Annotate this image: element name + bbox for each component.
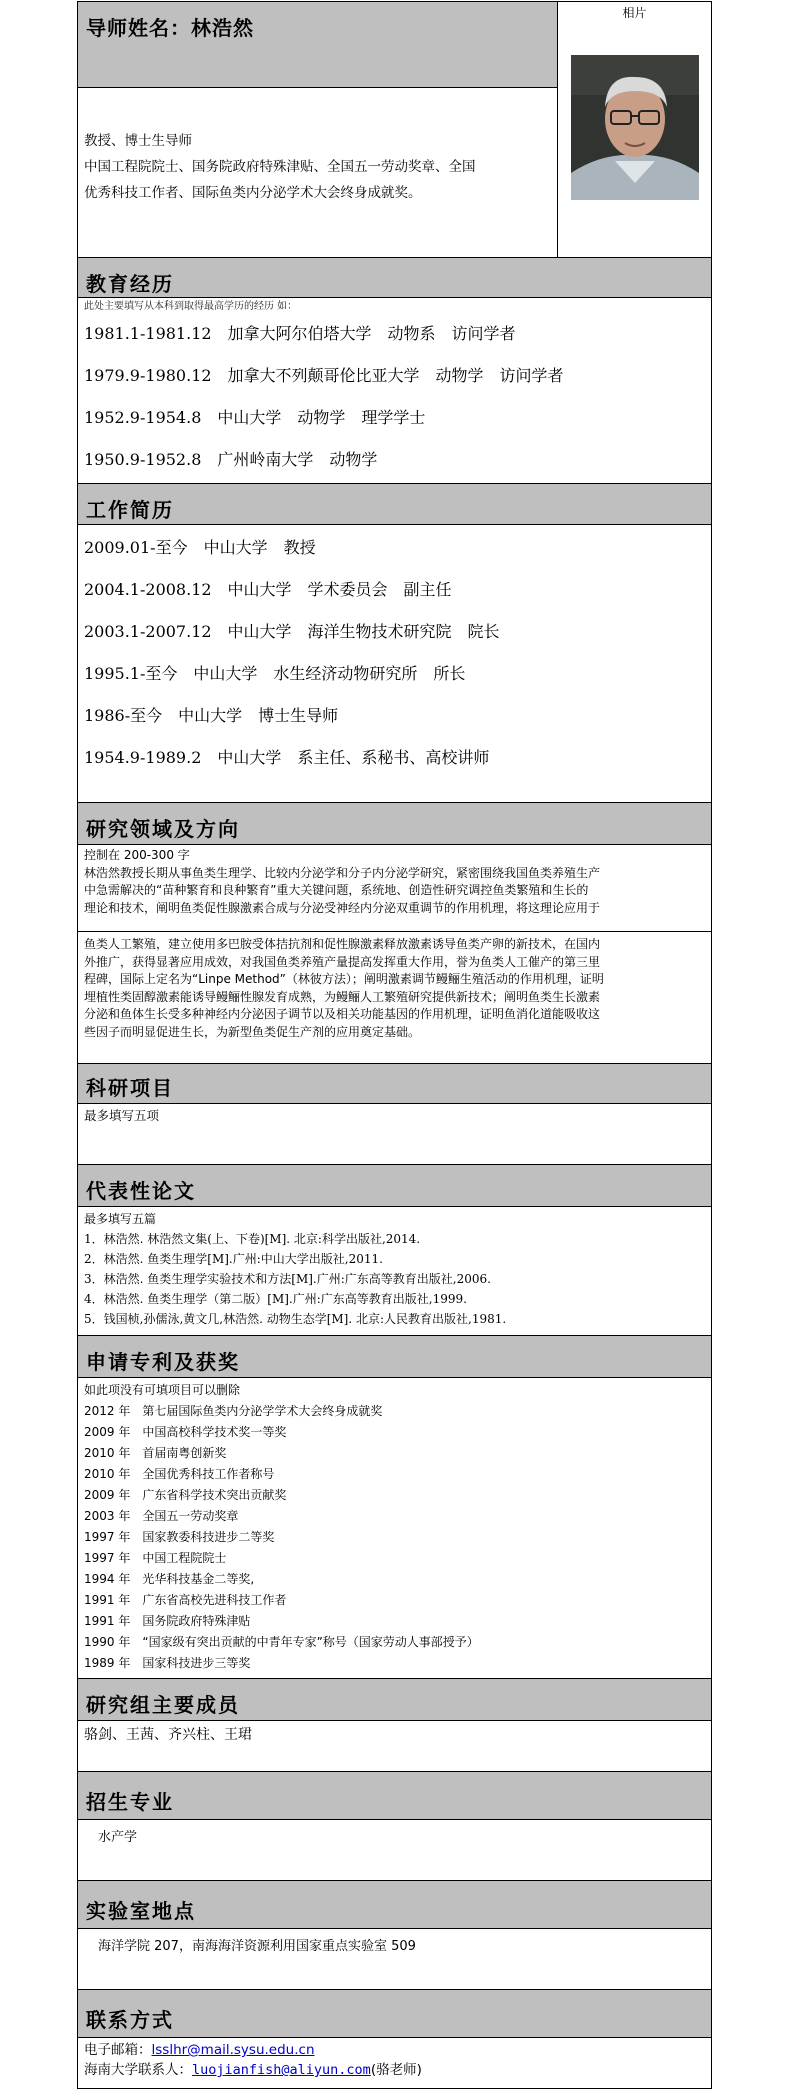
intro-honors-line-2: 优秀科技工作者、国际鱼类内分泌学术大会终身成就奖。 <box>84 185 422 201</box>
contact-email-line <box>84 2040 705 2060</box>
education-note: 此处主要填写从本科到取得最高学历的经历 如： <box>84 301 298 312</box>
education-item: 1950.9-1952.8 广州岭南大学 动物学 <box>84 450 378 469</box>
awards-heading: 申请专利及获奖 <box>78 1336 712 1378</box>
papers-note: 最多填写五篇 <box>84 1212 157 1226</box>
research-line: 控制在 200-300 字 <box>84 848 190 862</box>
award-item: 1989 年 国家科技进步三等奖 <box>84 1656 251 1670</box>
award-item: 1991 年 国务院政府特殊津贴 <box>84 1614 251 1628</box>
paper-item: 3．林浩然. 鱼类生理学实验技术和方法[M].广州:广东高等教育出版社,2006. <box>84 1272 491 1286</box>
lab-text: 海洋学院 207，南海海洋资源利用国家重点实验室 509 <box>98 1939 416 1954</box>
research-line: 埋植性类固醇激素能诱导鳗鲡性腺发育成熟，为鳗鲡人工繁殖研究提供新技术；阐明鱼类生长激素 <box>84 989 601 1004</box>
research-line: 些因子而明显促进生长，为新型鱼类促生产剂的应用奠定基础。 <box>84 1024 421 1039</box>
research-heading: 研究领域及方向 <box>78 803 712 845</box>
photo-cell <box>558 2 712 258</box>
education-item: 1952.9-1954.8 中山大学 动物学 理学学士 <box>84 408 426 427</box>
projects-heading: 科研项目 <box>78 1064 712 1104</box>
award-item: 2010 年 首届南粤创新奖 <box>84 1446 227 1460</box>
portrait-photo <box>571 55 699 200</box>
intro-cell <box>78 88 558 258</box>
work-heading: 工作简历 <box>78 484 712 525</box>
award-item: 2009 年 广东省科学技术突出贡献奖 <box>84 1488 287 1502</box>
members-heading: 研究组主要成员 <box>78 1679 712 1721</box>
contact-hainan-line <box>84 2060 705 2080</box>
email-label: 电子邮箱： <box>84 2042 152 2058</box>
award-item: 1994 年 光华科技基金二等奖, <box>84 1572 255 1586</box>
research-line: 程碑，国际上定名为“Linpe Method”（林彼方法）；阐明激素调节鳗鲡生殖活动的作用机理，证明 <box>84 972 604 986</box>
cv-table <box>77 1 712 2089</box>
major-section <box>78 1820 712 1881</box>
advisor-name-title: 导师姓名：林浩然 <box>78 2 558 88</box>
work-section <box>78 525 712 803</box>
work-item: 1995.1-至今 中山大学 水生经济动物研究所 所长 <box>84 664 466 683</box>
award-item: 2009 年 中国高校科学技术奖一等奖 <box>84 1425 287 1439</box>
paper-item: 4．林浩然. 鱼类生理学（第二版）[M].广州:广东高等教育出版社,1999. <box>84 1292 467 1306</box>
cv-document <box>77 1 711 2089</box>
work-item: 2003.1-2007.12 中山大学 海洋生物技术研究院 院长 <box>84 622 500 641</box>
awards-section <box>78 1378 712 1679</box>
major-text: 水产学 <box>98 1830 138 1845</box>
award-item: 1991 年 广东省高校先进科技工作者 <box>84 1593 287 1607</box>
projects-note: 最多填写五项 <box>84 1108 160 1123</box>
intro-honors-line-1: 中国工程院院士、国务院政府特殊津贴、全国五一劳动奖章、全国 <box>84 159 476 175</box>
award-item: 2012 年 第七届国际鱼类内分泌学学术大会终身成就奖 <box>84 1404 383 1418</box>
paper-item: 2．林浩然. 鱼类生理学[M].广州:中山大学出版社,2011. <box>84 1252 383 1266</box>
contact-heading: 联系方式 <box>78 1990 712 2038</box>
projects-section <box>78 1104 712 1165</box>
research-line: 理论和技术，阐明鱼类促性腺激素合成与分泌受神经内分泌双重调节的作用机理，将这理论应用于 <box>84 900 601 915</box>
education-section <box>78 298 712 484</box>
contact-section <box>78 2038 712 2089</box>
hainan-email-link[interactable]: luojianfish@aliyun.com <box>192 2062 371 2078</box>
education-heading: 教育经历 <box>78 258 712 298</box>
members-section <box>78 1721 712 1772</box>
award-item: 1997 年 国家教委科技进步二等奖 <box>84 1530 275 1544</box>
photo-label: 相片 <box>622 6 647 20</box>
research-line: 外推广，获得显著应用成效，对我国鱼类养殖产量提高发挥重大作用，誉为鱼类人工催产的第三里 <box>84 954 601 969</box>
intro-title-line: 教授、博士生导师 <box>84 133 192 149</box>
work-item: 2004.1-2008.12 中山大学 学术委员会 副主任 <box>84 580 452 599</box>
award-item: 2010 年 全国优秀科技工作者称号 <box>84 1467 275 1481</box>
research-line: 中急需解决的“苗种繁育和良种繁育”重大关键问题，系统地、创造性研究调控鱼类繁殖和生长的 <box>84 883 589 897</box>
research-line: 鱼类人工繁殖，建立使用多巴胺受体拮抗剂和促性腺激素释放激素诱导鱼类产卵的新技术，在国内 <box>84 937 601 951</box>
lab-section <box>78 1929 712 1990</box>
lab-heading: 实验室地点 <box>78 1881 712 1929</box>
research-paragraph-2 <box>78 932 712 1064</box>
papers-section <box>78 1207 712 1336</box>
education-item: 1981.1-1981.12 加拿大阿尔伯塔大学 动物系 访问学者 <box>84 324 516 343</box>
paper-item: 5．钱国桢,孙儒泳,黄文几,林浩然. 动物生态学[M]. 北京:人民教育出版社,1981. <box>84 1312 507 1326</box>
research-paragraph-1 <box>78 845 712 932</box>
work-item: 1954.9-1989.2 中山大学 系主任、系秘书、高校讲师 <box>84 748 490 767</box>
research-line: 林浩然教授长期从事鱼类生理学、比较内分泌学和分子内分泌学研究，紧密围绕我国鱼类养殖生产 <box>84 865 601 880</box>
research-line: 分泌和鱼体生长受多种神经内分泌因子调节以及相关功能基因的作用机理，证明鱼消化道能吸收这 <box>84 1007 601 1021</box>
paper-item: 1．林浩然. 林浩然文集(上、下卷)[M]. 北京:科学出版社,2014. <box>84 1232 421 1246</box>
hainan-contact-label: 海南大学联系人： <box>84 2062 192 2078</box>
members-text: 骆剑、王茜、齐兴柱、王珺 <box>84 1727 252 1743</box>
award-item: 1990 年 “国家级有突出贡献的中青年专家”称号（国家劳动人事部授予） <box>84 1635 479 1649</box>
work-item: 1986-至今 中山大学 博士生导师 <box>84 706 339 725</box>
papers-heading: 代表性论文 <box>78 1165 712 1207</box>
email-link[interactable]: lsslhr@mail.sysu.edu.cn <box>151 2042 315 2058</box>
awards-note: 如此项没有可填项目可以删除 <box>84 1383 241 1397</box>
award-item: 1997 年 中国工程院院士 <box>84 1551 227 1565</box>
portrait-image <box>571 55 699 200</box>
work-item: 2009.01-至今 中山大学 教授 <box>84 538 316 557</box>
education-item: 1979.9-1980.12 加拿大不列颠哥伦比亚大学 动物学 访问学者 <box>84 366 564 385</box>
major-heading: 招生专业 <box>78 1772 712 1820</box>
award-item: 2003 年 全国五一劳动奖章 <box>84 1509 239 1523</box>
hainan-contact-suffix: (骆老师) <box>370 2062 422 2078</box>
